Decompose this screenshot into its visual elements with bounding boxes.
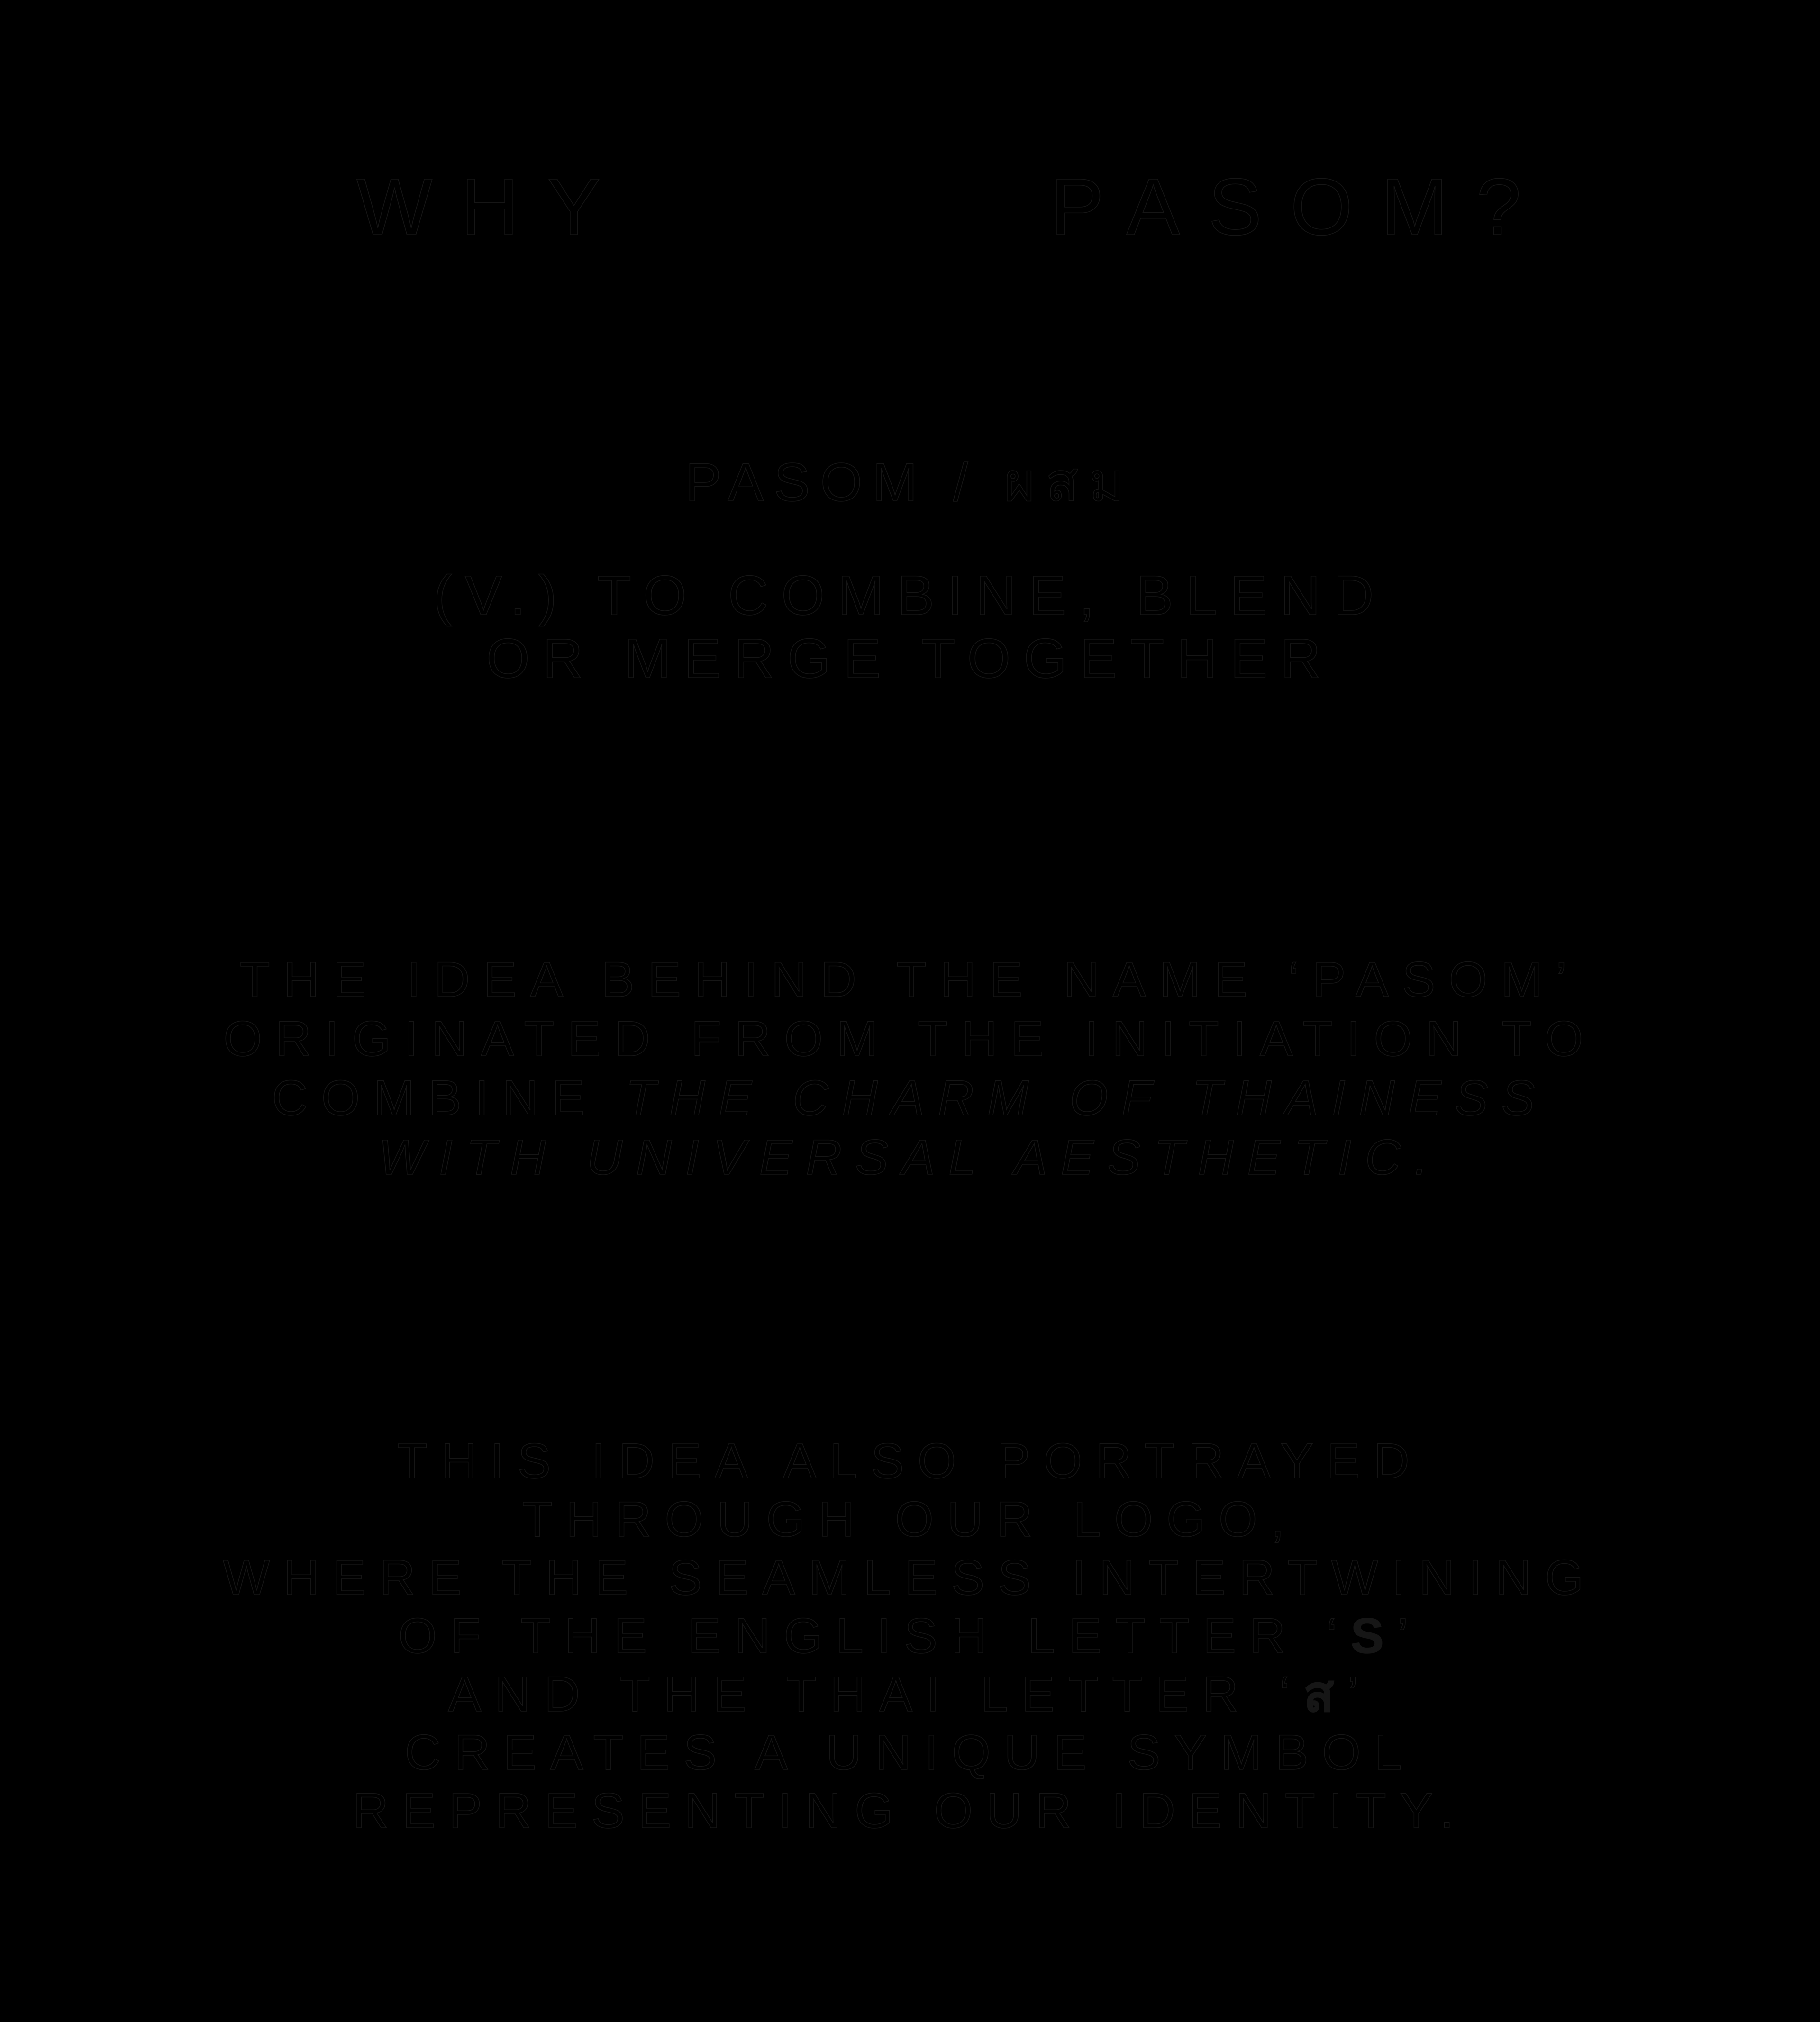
thai-letter-so: ส	[1303, 1667, 1347, 1722]
origin-line-1: THE IDEA BEHIND THE NAME ‘PASOM’	[239, 952, 1581, 1007]
term-text: PASOM / ผสม	[685, 453, 1135, 513]
logo-line-5-pre: AND THE THAI LETTER ‘	[448, 1667, 1304, 1722]
definition-line-2: OR MERGE TOGETHER	[486, 627, 1334, 690]
origin-line-3-italic: THE CHARM OF THAINESS	[625, 1070, 1548, 1126]
definition-line-1: (V.) TO COMBINE, BLEND	[433, 564, 1387, 627]
logo-line-3: WHERE THE SEAMLESS INTERTWINING	[223, 1550, 1597, 1605]
definition-term	[0, 453, 1820, 513]
logo-line-7: REPRESENTING OUR IDENTITY.	[353, 1783, 1467, 1839]
english-letter-s: S	[1350, 1608, 1398, 1664]
page-title	[356, 162, 1549, 252]
origin-line-3-regular: COMBINE	[272, 1070, 626, 1126]
paragraph-origin	[0, 950, 1820, 1187]
origin-line-2: ORIGINATED FROM THE INITIATION TO	[223, 1011, 1597, 1067]
definition-block	[0, 564, 1820, 690]
paragraph-logo	[0, 1432, 1820, 1840]
logo-line-4-post: ’	[1397, 1608, 1422, 1664]
logo-line-6: CREATES A UNIQUE SYMBOL	[404, 1725, 1416, 1780]
logo-line-2: THROUGH OUR LOGO,	[522, 1492, 1298, 1547]
origin-line-3	[0, 1069, 1820, 1128]
title-why-text: WHY	[356, 162, 629, 252]
title-pasom-text: PASOM?	[1050, 162, 1549, 252]
origin-line-4: WITH UNIVERSAL AESTHETIC.	[378, 1130, 1442, 1185]
logo-line-4-pre: OF THE ENGLISH LETTER ‘	[398, 1608, 1351, 1664]
logo-line-4	[0, 1607, 1820, 1665]
logo-line-5	[0, 1665, 1820, 1723]
logo-line-1: THIS IDEA ALSO PORTRAYED	[397, 1433, 1423, 1489]
logo-line-5-post: ’	[1347, 1667, 1372, 1722]
